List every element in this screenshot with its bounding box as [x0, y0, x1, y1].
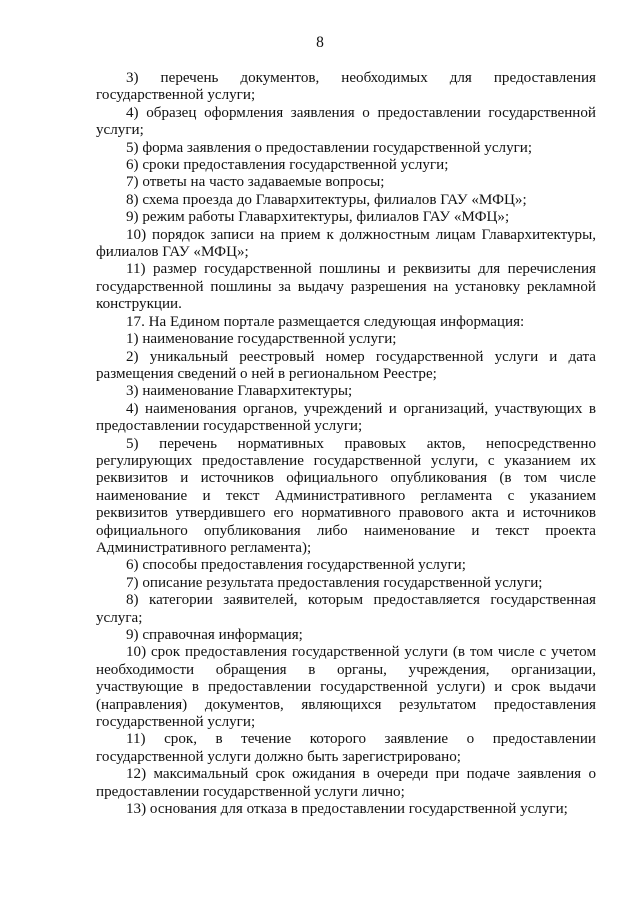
page-number: 8 — [316, 34, 324, 51]
paragraph-item-3-documents-list: 3) перечень документов, необходимых для предоставления государственной услуги; — [96, 70, 596, 104]
paragraph-item-11-state-fee: 11) размер государственной пошлины и реквизиты для перечисления государственной пошлины за выдачу разрешения на установку рекламной конструкции. — [96, 261, 596, 313]
paragraph-item-4-application-sample: 4) образец оформления заявления о предоставлении государственной услуги; — [96, 104, 596, 139]
paragraph-item-8-directions: 8) схема проезда до Главархитектуры, филиалов ГАУ «МФЦ»; — [126, 191, 527, 208]
paragraph-portal-item-10: 10) срок предоставления государственной услуги (в том числе с учетом необходимости обращения в органы, учреждения, организации, участвующие в предоставлении государственной услуги) и срок выдачи (направления) документов, являющихся результатом предоставления государственной услуги; — [96, 644, 596, 731]
paragraph-portal-item-4: 4) наименования органов, учреждений и организаций, участвующих в предоставлении государственной услуги; — [96, 400, 596, 435]
paragraph-portal-item-3: 3) наименование Главархитектуры; — [126, 383, 353, 400]
paragraph-portal-item-12: 12) максимальный срок ожидания в очереди при подаче заявления о предоставлении государственной услуги лично; — [96, 766, 596, 800]
paragraph-section-17-heading: 17. На Едином портале размещается следующая информация: — [126, 313, 525, 330]
paragraph-item-10-appointment-order: 10) порядок записи на прием к должностным лицам Главархитектуры, филиалов ГАУ «МФЦ»; — [96, 226, 596, 261]
paragraph-item-9-working-hours: 9) режим работы Главархитектуры, филиалов ГАУ «МФЦ»; — [126, 209, 510, 226]
paragraph-portal-item-6: 6) способы предоставления государственной услуги; — [126, 557, 466, 574]
paragraph-portal-item-1: 1) наименование государственной услуги; — [126, 331, 397, 348]
paragraph-portal-item-5: 5) перечень нормативных правовых актов, непосредственно регулирующих предоставление государственной услуги, с указанием их реквизитов и источников официального опубликования (в том числе наименование и текст Административного регламента с указанием реквизитов утвердившего его нормативного правового акта и источников официального опубликования либо наименование и текст проекта Административного регламента); — [96, 435, 596, 556]
paragraph-portal-item-2: 2) уникальный реестровый номер государственной услуги и дата размещения сведений о ней в региональном Реестре; — [96, 348, 596, 382]
paragraph-portal-item-7: 7) описание результата предоставления государственной услуги; — [126, 574, 543, 591]
paragraph-portal-item-13: 13) основания для отказа в предоставлении государственной услуги; — [126, 801, 568, 818]
paragraph-portal-item-11: 11) срок, в течение которого заявление о предоставлении государственной услуги должно быть зарегистрировано; — [96, 731, 596, 765]
paragraph-portal-item-9: 9) справочная информация; — [126, 627, 303, 643]
paragraph-portal-item-8: 8) категории заявителей, которым предоставляется государственная услуга; — [96, 592, 596, 626]
document-body — [96, 70, 596, 818]
paragraph-item-5-application-form: 5) форма заявления о предоставлении государственной услуги; — [126, 139, 533, 156]
paragraph-item-6-service-terms: 6) сроки предоставления государственной услуги; — [126, 157, 449, 174]
paragraph-item-7-faq: 7) ответы на часто задаваемые вопросы; — [126, 174, 385, 191]
